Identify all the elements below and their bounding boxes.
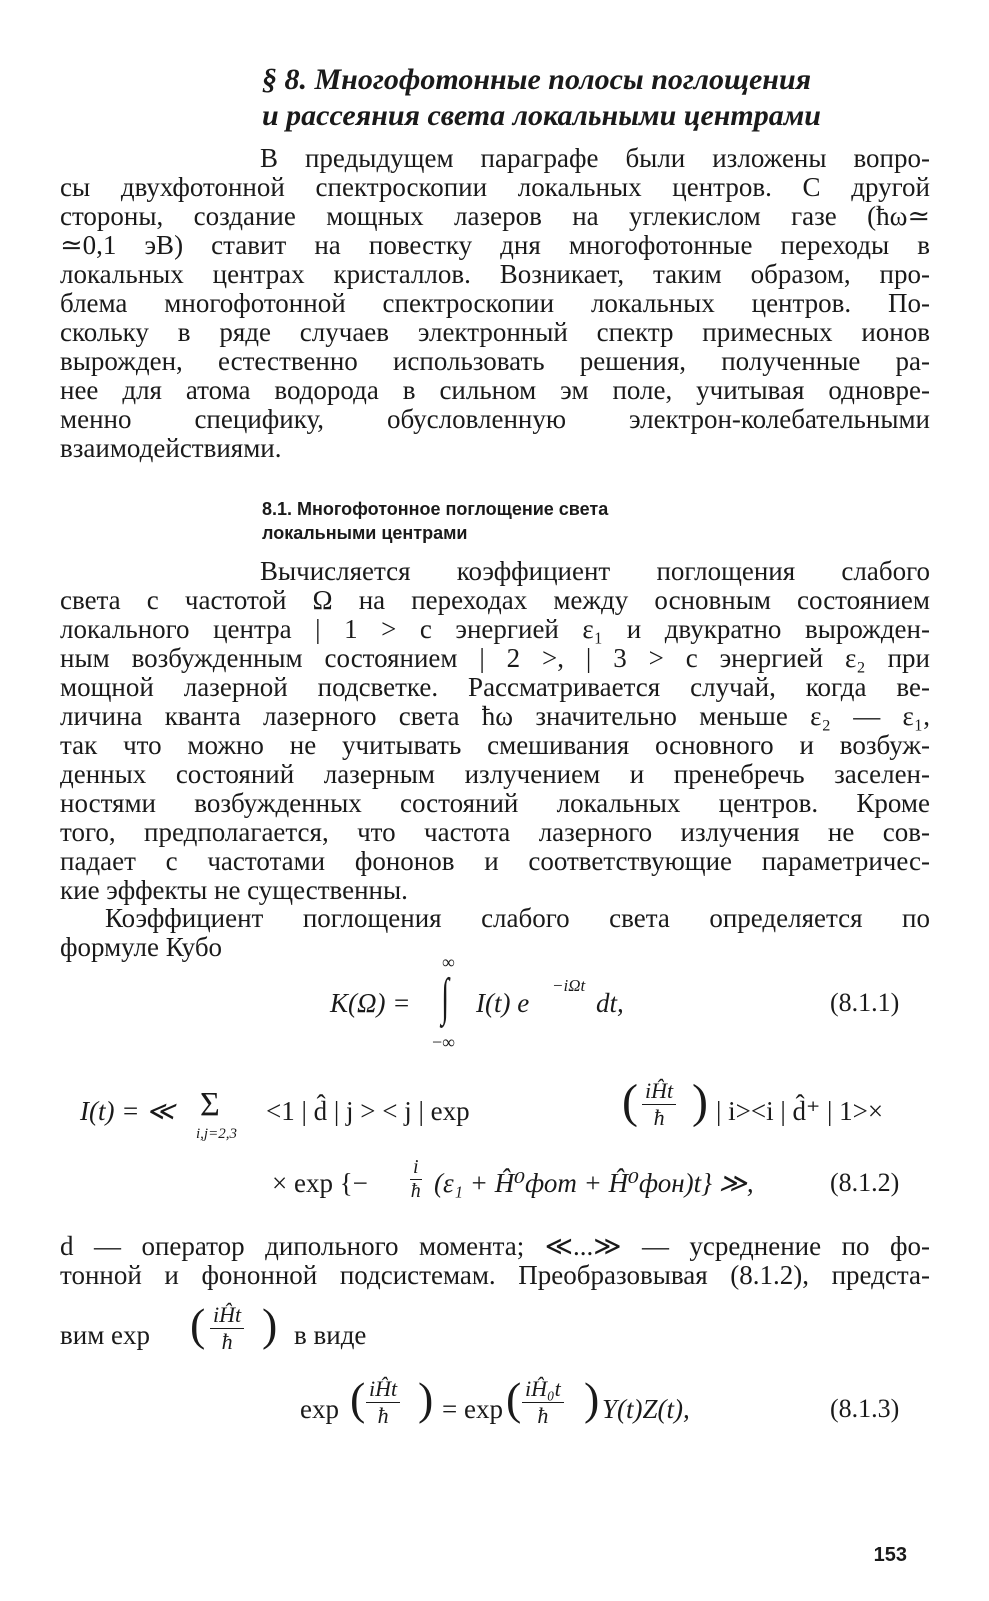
inline-prefix: вим exp (60, 1320, 151, 1350)
section-title-line-1: § 8. Многофотонные полосы поглощения (262, 63, 812, 96)
subsection-title-line-1: 8.1. Многофотонное поглощение света (262, 499, 609, 519)
section-title-line-2: и рассеяния света локальными центрами (262, 99, 821, 132)
integrand: I(t) e (476, 988, 530, 1018)
text-line: кие эффекты не существенны. (60, 875, 408, 905)
subsection-title (262, 497, 762, 545)
fraction-numerator: iĤt (366, 1376, 400, 1403)
exp-prefix: × exp {− (272, 1168, 368, 1198)
left-paren: ( (190, 1299, 206, 1350)
fraction-numerator: iĤt (210, 1302, 244, 1329)
right-paren: ) (262, 1299, 278, 1350)
text-line: падает с частотами фононов и соответствующие параметричес- (60, 846, 930, 876)
inline-suffix: в виде (294, 1320, 367, 1350)
text-line: сы двухфотонной спектроскопии локальных центров. С другой (60, 172, 930, 202)
fraction-numerator: i (410, 1156, 422, 1180)
equation-lhs: K(Ω) = (330, 988, 411, 1018)
exp-label: exp (300, 1394, 339, 1424)
text-line: Коэффициент поглощения слабого света определяется по (105, 903, 930, 933)
page-number: 153 (873, 1544, 907, 1566)
fraction (210, 1302, 244, 1355)
exponent: −iΩt (552, 976, 586, 995)
text-line: денных состояний лазерным излучением и пренебречь заселен- (60, 759, 930, 789)
left-paren: ( (350, 1373, 366, 1424)
subsection-title-line-2: локальными центрами (262, 523, 468, 543)
integral-sign: ∫ (441, 969, 450, 1026)
left-paren: ( (622, 1075, 638, 1128)
fraction (410, 1156, 422, 1203)
intro-paragraph (60, 144, 930, 463)
text-line: Вычисляется коэффициент поглощения слабого (260, 556, 930, 586)
text-line: В предыдущем параграфе были изложены вопро- (260, 143, 930, 173)
text-line: тонной и фононной подсистемам. Преобразовывая (8.1.2), предста- (60, 1260, 930, 1290)
fraction (522, 1376, 564, 1429)
paragraph-4 (60, 1232, 930, 1290)
text-line: личина кванта лазерного света ħω значительно меньше ε₂ — ε₁, (60, 701, 930, 731)
paragraph-2 (60, 557, 930, 905)
right-paren: ) (584, 1373, 600, 1424)
text-line: формуле Кубо (60, 932, 223, 962)
fraction-denominator: ħ (653, 1105, 665, 1130)
paragraph-3 (60, 904, 930, 962)
fraction-denominator: ħ (410, 1180, 421, 1202)
differential: dt, (596, 988, 624, 1018)
equation-tail: Y(t)Z(t), (602, 1394, 690, 1424)
exponent-argument: (ε₁ + Ĥ⁰фот + Ĥ⁰фон)t} ≫, (434, 1168, 754, 1198)
section-title (262, 62, 932, 134)
left-paren: ( (506, 1373, 522, 1424)
text-line: так что можно не учитывать смешивания основного и возбуж- (60, 730, 930, 760)
matrix-element-tail: | i><i | d̂⁺ | 1>× (716, 1096, 884, 1126)
matrix-element-part: <1 | d̂ | j > < j | exp (266, 1096, 470, 1126)
text-line: взаимодействиями. (60, 433, 282, 463)
text-line: стороны, создание мощных лазеров на углекислом газе (ħω≃ (60, 201, 930, 231)
text-line: света с частотой Ω на переходах между основным состоянием (60, 585, 930, 615)
sum-sign: Σ (200, 1086, 220, 1123)
right-paren: ) (418, 1373, 434, 1424)
sum-subscript: i,j=2,3 (196, 1126, 237, 1142)
fraction-denominator: ħ (537, 1403, 549, 1428)
fraction-denominator: ħ (377, 1403, 389, 1428)
text-line: локального центра | 1 > с энергией ε₁ и двукратно вырожден- (60, 614, 930, 644)
integral-upper-limit: ∞ (442, 952, 455, 972)
text-line: локальных центрах кристаллов. Возникает, таким образом, про- (60, 259, 930, 289)
right-paren: ) (692, 1075, 708, 1128)
text-line: скольку в ряде случаев электронный спектр примесных ионов (60, 317, 930, 347)
equation-number: (8.1.2) (830, 1168, 900, 1197)
text-line: ностями возбужденных состояний локальных центров. Кроме (60, 788, 930, 818)
text-line: менно специфику, обусловленную электрон-колебательными (60, 404, 930, 434)
text-line: мощной лазерной подсветке. Рассматривается случай, когда ве- (60, 672, 930, 702)
integral-lower-limit: −∞ (432, 1032, 455, 1052)
text-line: того, предполагается, что частота лазерного излучения не сов- (60, 817, 930, 847)
fraction (642, 1078, 676, 1131)
equals-exp: = exp (442, 1394, 503, 1424)
text-line: блема многофотонной спектроскопии локальных центров. По- (60, 288, 930, 318)
equation-number: (8.1.3) (830, 1394, 900, 1423)
fraction-numerator: iĤ₀t (522, 1376, 564, 1403)
text-line: ≃0,1 эВ) ставит на повестку дня многофотонные переходы в (60, 230, 930, 260)
fraction-numerator: iĤt (642, 1078, 676, 1105)
text-line: вырожден, естественно использовать решения, полученные ра- (60, 346, 930, 376)
equation-number: (8.1.1) (830, 988, 900, 1017)
text-line: d — оператор дипольного момента; ≪...≫ — усреднение по фо- (60, 1231, 930, 1261)
text-line: ным возбужденным состоянием | 2 >, | 3 > с энергией ε₂ при (60, 643, 930, 673)
fraction (366, 1376, 400, 1429)
text-line: нее для атома водорода в сильном эм поле, учитывая одновре- (60, 375, 930, 405)
fraction-denominator: ħ (221, 1329, 233, 1354)
equation-lhs: I(t) = ≪ (80, 1096, 175, 1126)
